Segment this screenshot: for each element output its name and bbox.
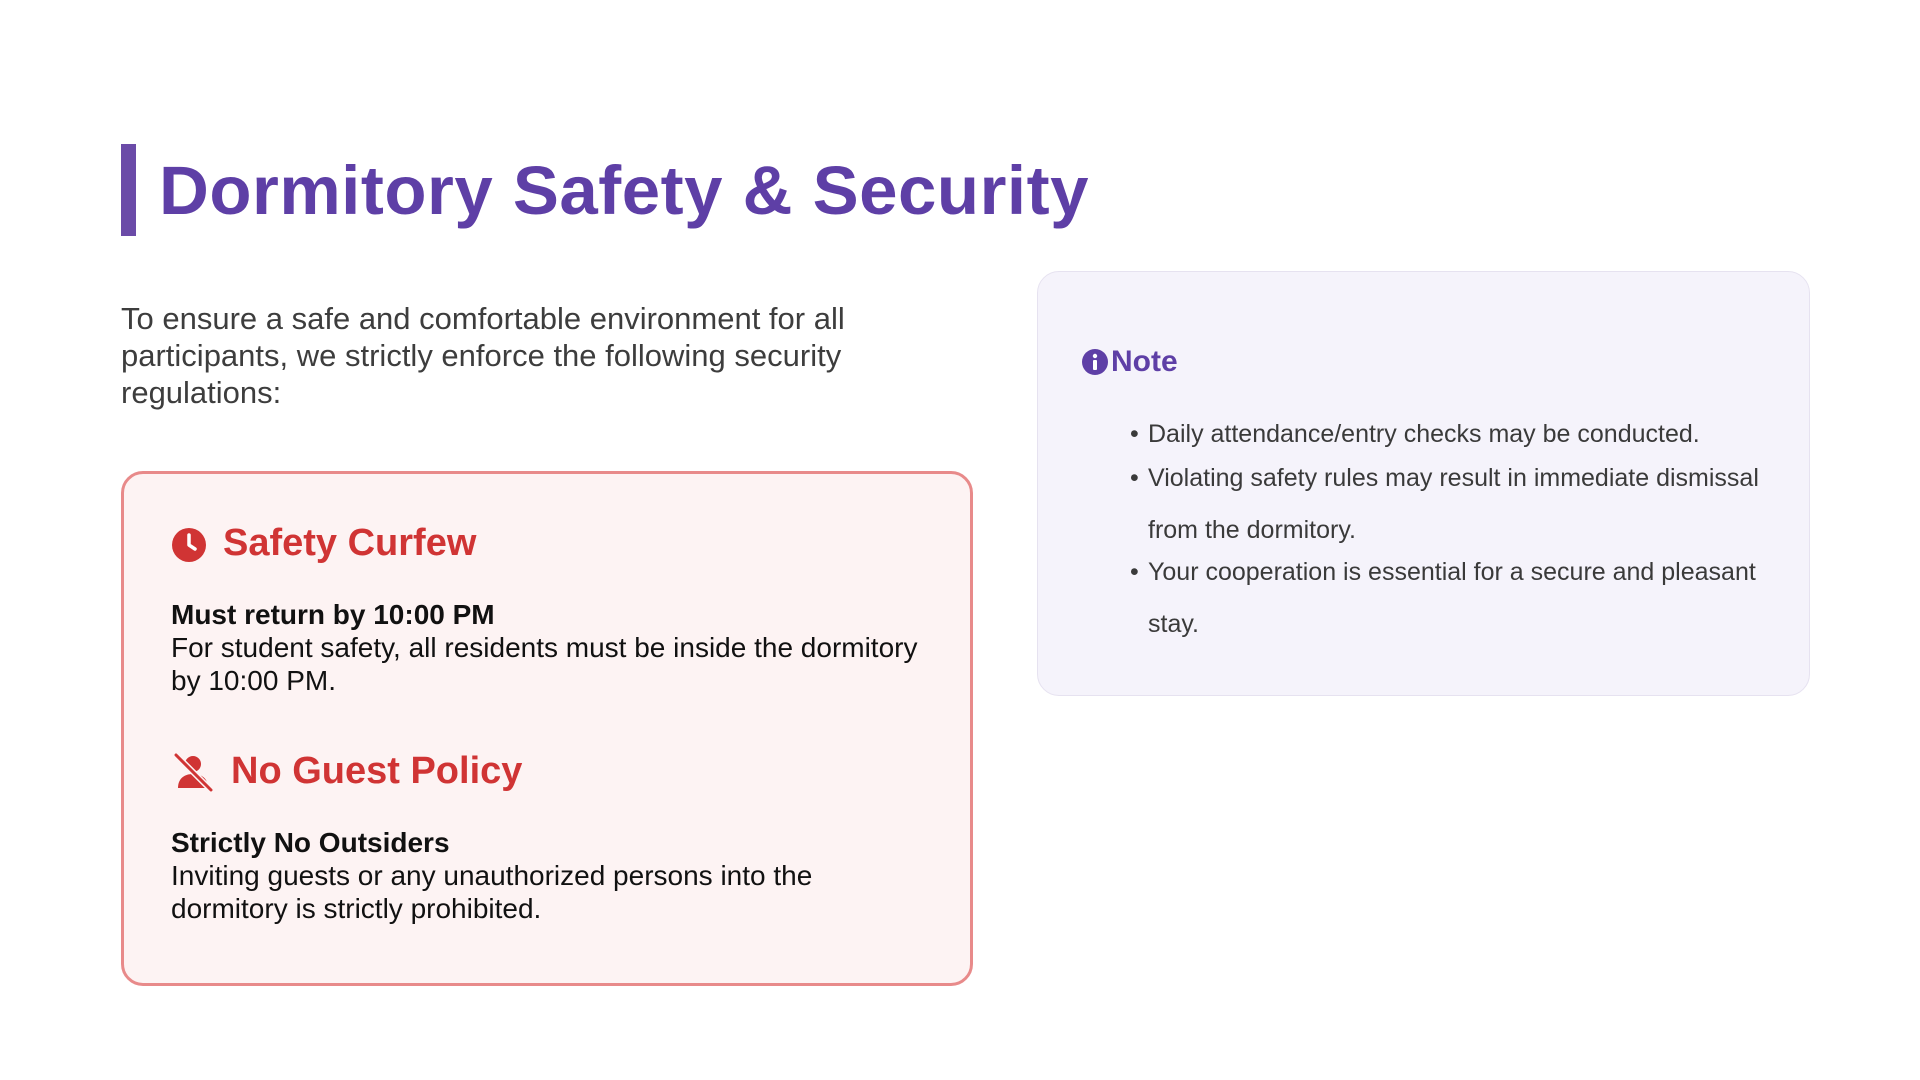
- rule-title: Safety Curfew: [223, 522, 477, 564]
- title-accent-bar: [121, 144, 136, 236]
- clock-icon: [171, 526, 207, 562]
- title-block: [121, 144, 1089, 236]
- rule-headline: Must return by 10:00 PM: [171, 599, 495, 630]
- intro-text: To ensure a safe and comfortable environment for all participants, we strictly enforce the following security regulations:: [121, 301, 845, 410]
- list-item: • Your cooperation is essential for a secure and pleasant stay.: [1132, 546, 1772, 650]
- note-card: [1037, 271, 1810, 696]
- rule-header: [171, 522, 931, 565]
- list-item: • Daily attendance/entry checks may be conducted.: [1132, 408, 1772, 460]
- info-icon: [1081, 348, 1109, 376]
- rule-description: For student safety, all residents must be inside the dormitory by 10:00 PM.: [171, 632, 918, 696]
- no-guest-icon: [171, 752, 215, 792]
- rule-description: Inviting guests or any unauthorized persons into the dormitory is strictly prohibited.: [171, 860, 813, 924]
- rules-card: [121, 471, 973, 986]
- note-title: Note: [1111, 345, 1178, 378]
- note-header: [1081, 345, 1178, 379]
- list-item: • Violating safety rules may result in immediate dismissal from the dormitory.: [1132, 452, 1772, 556]
- page-title: Dormitory Safety & Security: [159, 151, 1089, 229]
- rule-no-guest-policy: [171, 750, 931, 925]
- rule-title: No Guest Policy: [231, 750, 523, 792]
- rule-headline: Strictly No Outsiders: [171, 827, 450, 858]
- rule-safety-curfew: [171, 522, 931, 697]
- note-list: [1132, 408, 1772, 640]
- rule-header: [171, 750, 931, 793]
